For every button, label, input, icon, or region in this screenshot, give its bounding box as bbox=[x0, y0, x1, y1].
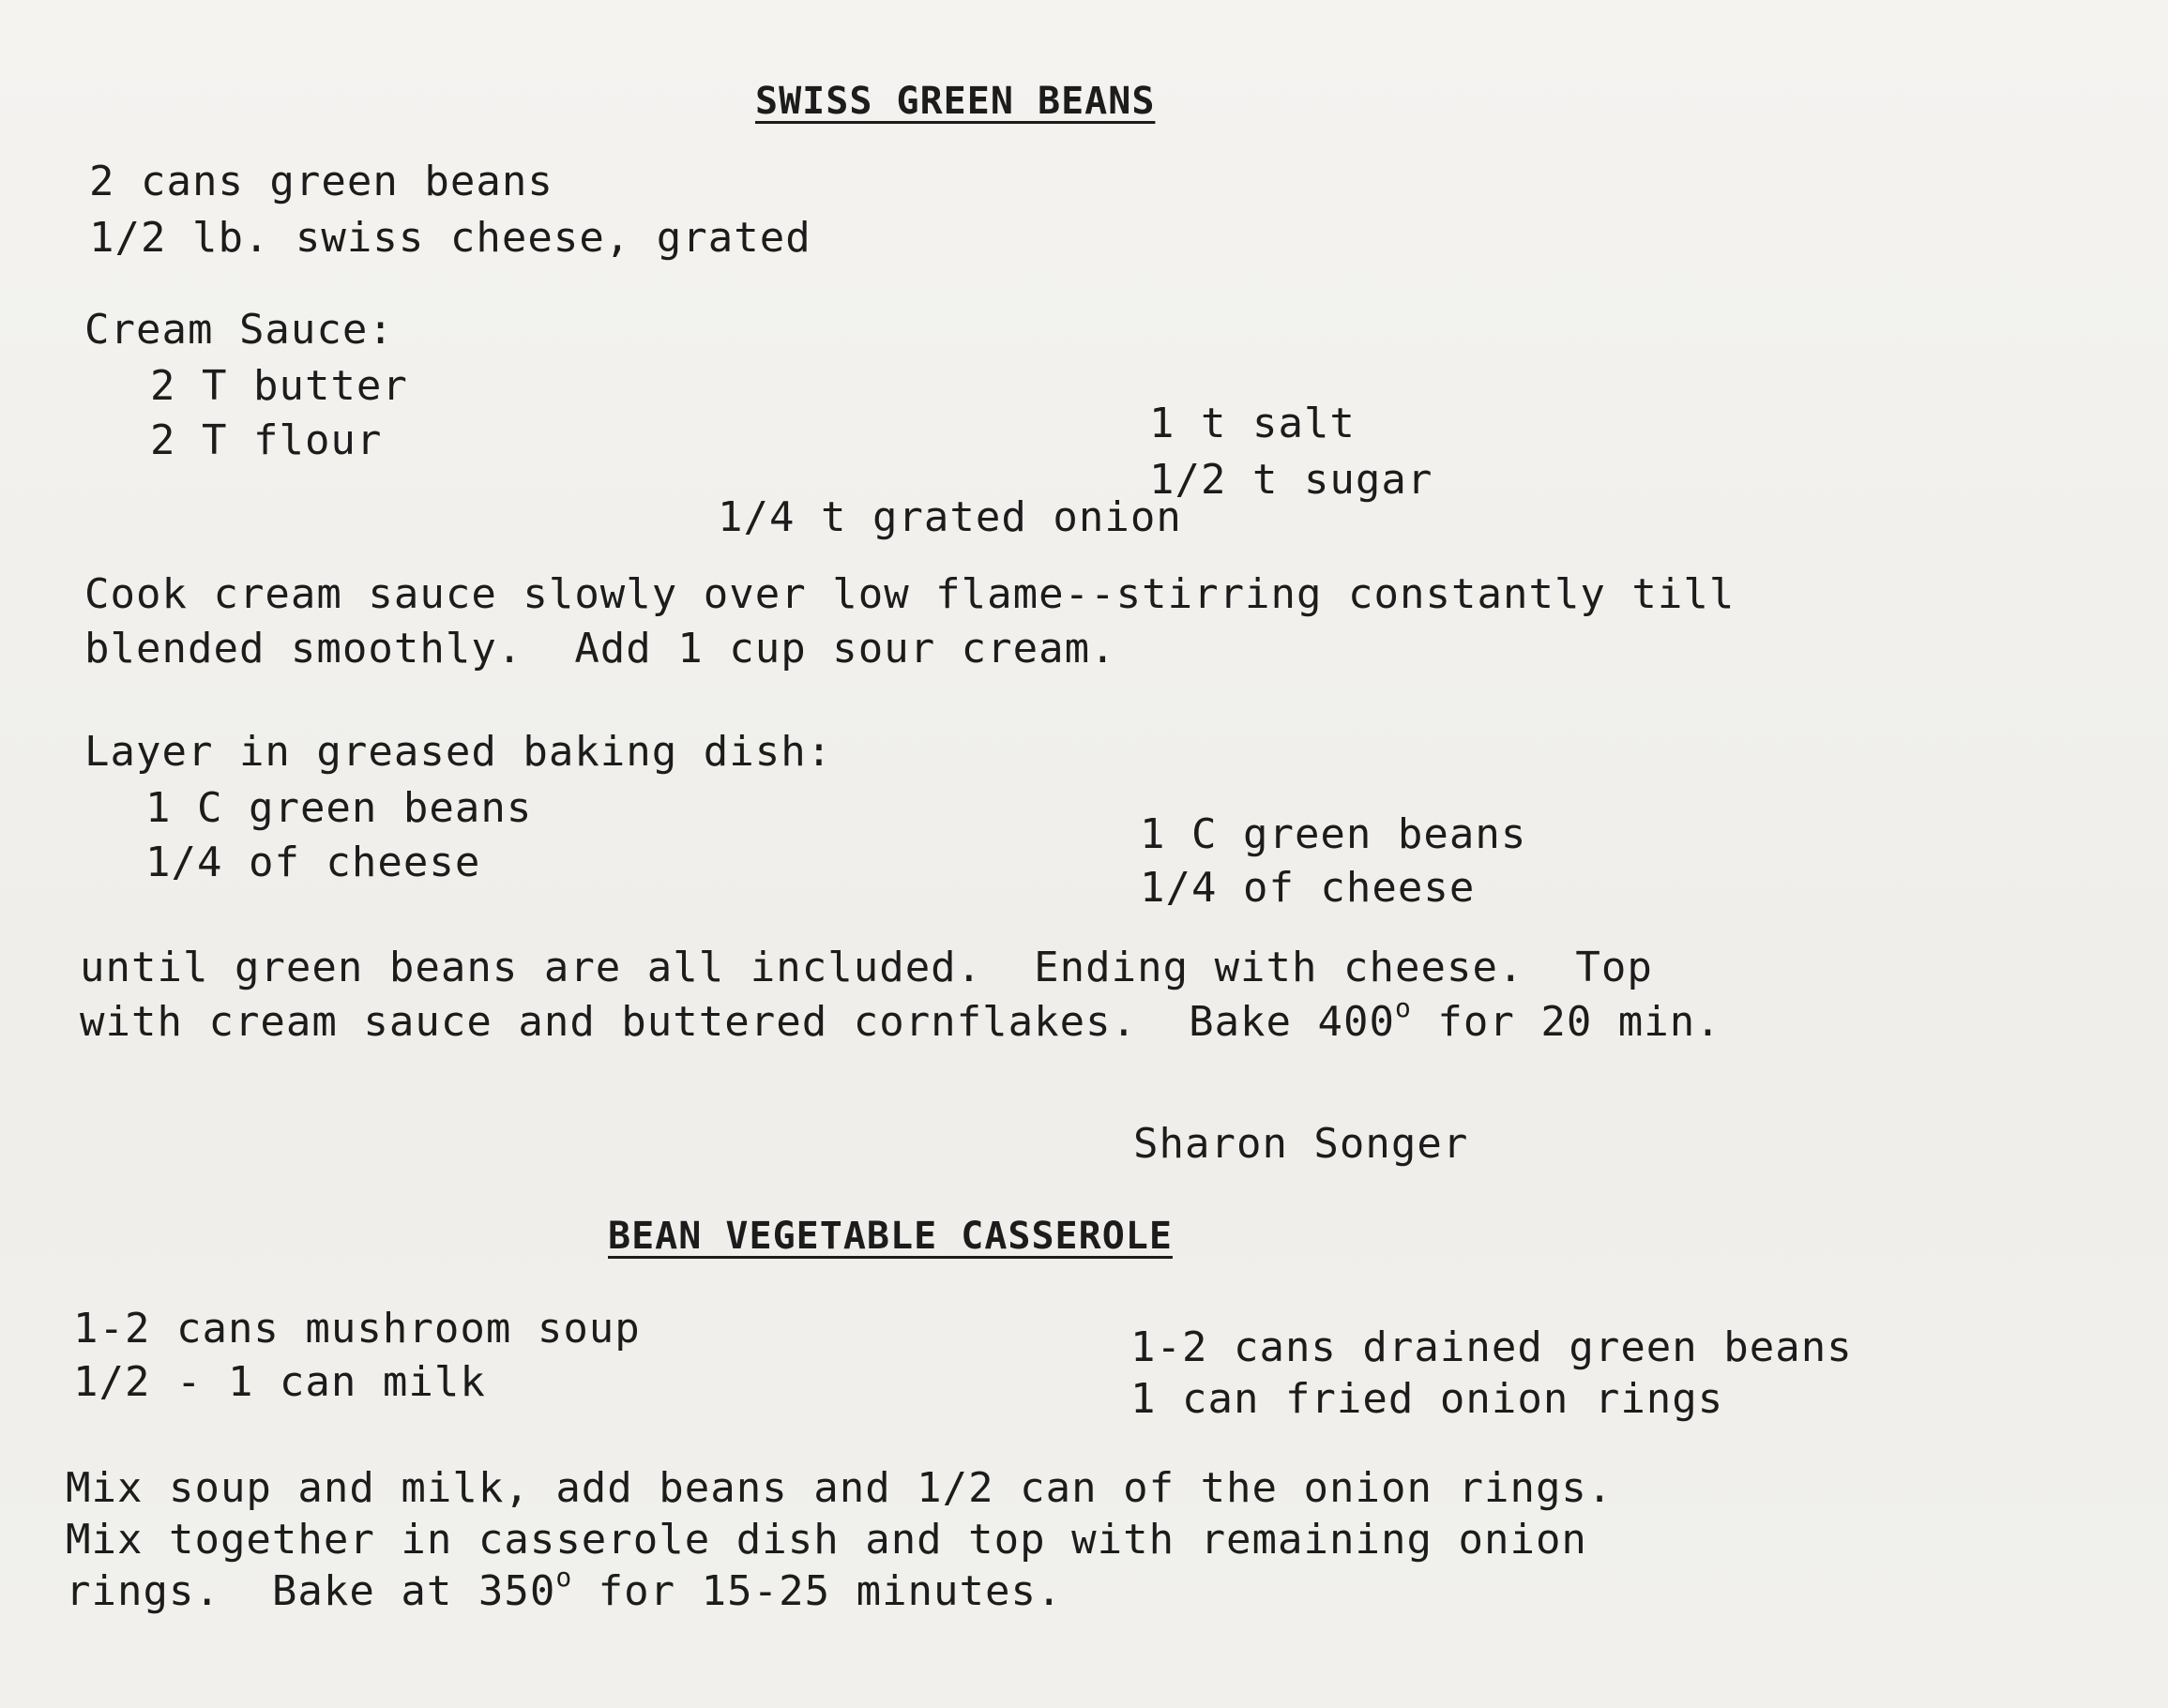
layer-ingredient-right: 1 C green beans bbox=[1140, 810, 1527, 858]
ingredient-line: 1/2 - 1 can milk bbox=[73, 1358, 486, 1406]
instruction-line: Mix soup and milk, add beans and 1/2 can of the onion rings. bbox=[66, 1464, 1614, 1512]
ingredient-line: 2 cans green beans bbox=[89, 158, 553, 205]
sauce-ingredient-left: 2 T flour bbox=[150, 416, 383, 464]
ingredient-line-right: 1-2 cans drained green beans bbox=[1130, 1323, 1853, 1371]
layer-ingredient-left: 1/4 of cheese bbox=[145, 839, 481, 886]
layer-ingredient-left: 1 C green beans bbox=[145, 784, 533, 832]
sauce-ingredient-right: 1/2 t sugar bbox=[1149, 456, 1433, 504]
instruction-text: with cream sauce and buttered cornflakes. Bake 400 bbox=[80, 998, 1396, 1046]
bleed-through-texture bbox=[1126, 19, 2064, 1426]
instruction-line: Cook cream sauce slowly over low flame--stirring constantly till bbox=[84, 570, 1736, 618]
instruction-line bbox=[66, 1562, 1063, 1615]
ingredient-line: 1/2 lb. swiss cheese, grated bbox=[89, 214, 811, 262]
instruction-line bbox=[80, 992, 1721, 1046]
degree-symbol: o bbox=[1395, 992, 1412, 1023]
instruction-line: blended smoothly. Add 1 cup sour cream. bbox=[84, 625, 1116, 673]
recipe-title-swiss-green-beans: SWISS GREEN BEANS bbox=[755, 80, 1156, 123]
instruction-text: for 15-25 minutes. bbox=[572, 1567, 1063, 1615]
cream-sauce-heading: Cream Sauce: bbox=[84, 306, 394, 354]
sauce-ingredient-left: 2 T butter bbox=[150, 362, 408, 410]
instruction-line: Mix together in casserole dish and top with remaining onion bbox=[66, 1516, 1587, 1564]
instruction-text: for 20 min. bbox=[1411, 998, 1721, 1046]
degree-symbol: o bbox=[555, 1562, 573, 1593]
ingredient-line-right: 1 can fried onion rings bbox=[1130, 1375, 1724, 1423]
layer-heading: Layer in greased baking dish: bbox=[84, 728, 833, 776]
recipe-title-bean-vegetable-casserole: BEAN VEGETABLE CASSEROLE bbox=[608, 1215, 1173, 1258]
recipe-author: Sharon Songer bbox=[1133, 1120, 1469, 1168]
instruction-line: until green beans are all included. Ending with cheese. Top bbox=[80, 944, 1653, 991]
sauce-ingredient-right: 1 t salt bbox=[1149, 400, 1356, 447]
sauce-ingredient-center: 1/4 t grated onion bbox=[718, 493, 1182, 541]
layer-ingredient-right: 1/4 of cheese bbox=[1140, 864, 1476, 912]
instruction-text: rings. Bake at 350 bbox=[66, 1567, 556, 1615]
ingredient-line: 1-2 cans mushroom soup bbox=[73, 1305, 641, 1353]
